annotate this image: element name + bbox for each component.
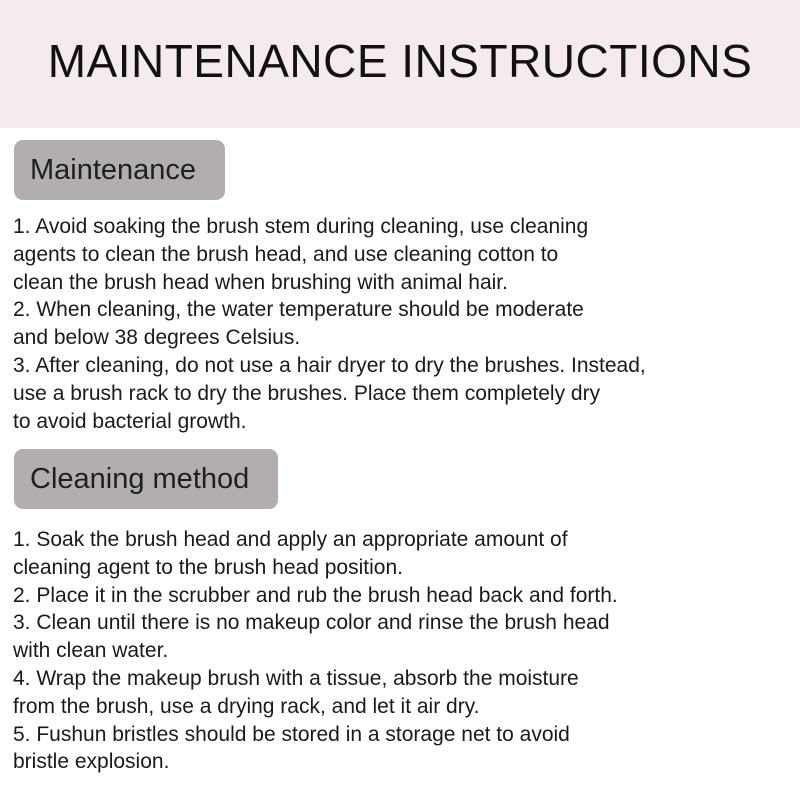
instruction-line: bristle explosion. <box>13 750 170 774</box>
section-label-cleaning-method: Cleaning method <box>14 449 278 509</box>
instruction-line: agents to clean the brush head, and use cleaning cotton to <box>13 242 559 266</box>
instruction-line: from the brush, use a drying rack, and let it air dry. <box>13 694 480 718</box>
instruction-line: 2. Place it in the scrubber and rub the brush head back and forth. <box>13 583 618 607</box>
instruction-line: to avoid bacterial growth. <box>13 409 247 433</box>
instruction-line: 1. Soak the brush head and apply an appropriate amount of <box>13 528 568 551</box>
instruction-line: clean the brush head when brushing with animal hair. <box>13 270 508 294</box>
cleaning-method-instructions <box>13 526 618 776</box>
instruction-line: 3. After cleaning, do not use a hair dryer to dry the brushes. Instead, <box>13 353 646 377</box>
header-banner <box>0 0 800 128</box>
maintenance-instructions <box>13 213 646 435</box>
instruction-line: and below 38 degrees Celsius. <box>13 326 301 350</box>
instruction-line: 5. Fushun bristles should be stored in a storage net to avoid <box>13 722 570 746</box>
instruction-line: use a brush rack to dry the brushes. Place them completely dry <box>13 381 601 405</box>
section-label-maintenance: Maintenance <box>14 140 225 200</box>
instruction-line: 1. Avoid soaking the brush stem during cleaning, use cleaning <box>13 215 589 238</box>
instruction-line: 4. Wrap the makeup brush with a tissue, absorb the moisture <box>13 666 579 690</box>
instruction-line: 2. When cleaning, the water temperature should be moderate <box>13 298 584 322</box>
instruction-line: cleaning agent to the brush head position. <box>13 555 403 579</box>
page-title: MAINTENANCE INSTRUCTIONS <box>47 35 753 87</box>
instruction-line: 3. Clean until there is no makeup color and rinse the brush head <box>13 611 610 635</box>
instruction-line: with clean water. <box>13 639 169 663</box>
